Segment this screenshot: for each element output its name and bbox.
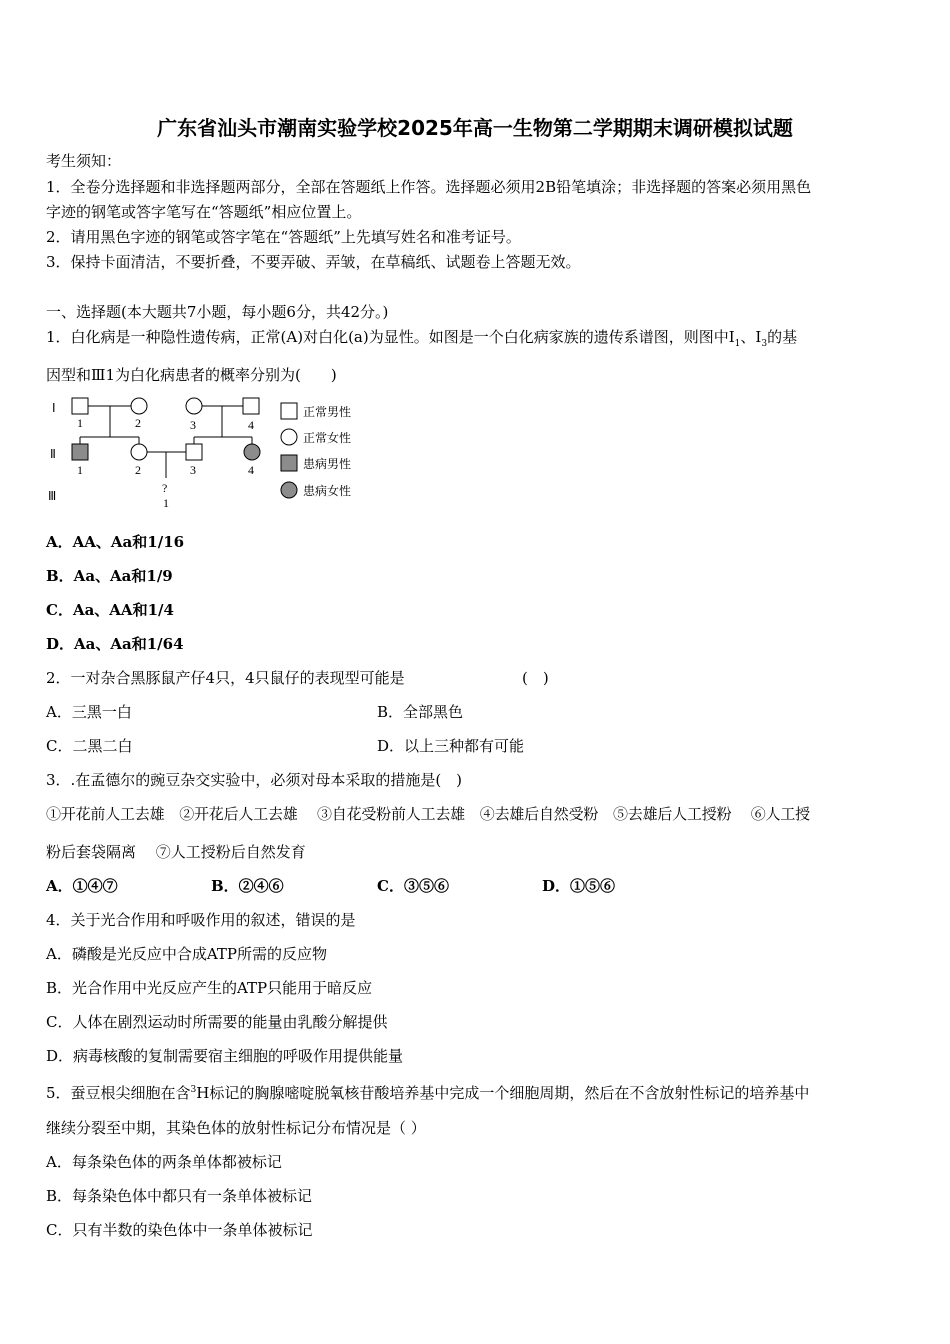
notice-item-1: 1．全卷分选择题和非选择题两部分，全部在答题纸上作答。选择题必须用2B铅笔填涂；非选择题的答案必须用黑色 — [46, 178, 812, 196]
I-2-normal-female — [131, 398, 147, 414]
q2-option-c: C．二黑二白 — [46, 737, 133, 755]
q1-option-b: B．Aa、Aa和1/9 — [46, 567, 173, 585]
q1-stem-a: 1．白化病是一种隐性遗传病，正常(A)对白化(a)为显性。如图是一个白化病家族的遗传系谱图，则图中Ⅰ — [46, 328, 735, 346]
q1-sub-3: 3 — [761, 339, 768, 349]
II-1-number: 1 — [77, 463, 83, 477]
q5-stem-a: 5．蚕豆根尖细胞在含 — [46, 1084, 191, 1102]
I-4-number: 4 — [248, 418, 254, 432]
legend-normal-male: 正常男性 — [303, 405, 352, 419]
II-4-affected-female — [244, 444, 260, 460]
legend-affected-male: 患病男性 — [303, 457, 352, 471]
II-4-number: 4 — [248, 463, 254, 477]
notice-item-2: 2．请用黑色字迹的钢笔或答字笔在“答题纸”上先填写姓名和准考证号。 — [46, 228, 521, 246]
gen-label-1: Ⅰ — [52, 401, 56, 415]
II-3-number: 3 — [190, 463, 196, 477]
page-title: 广东省汕头市潮南实验学校2025年高一生物第二学期期末调研模拟试题 — [157, 116, 793, 140]
I-4-normal-male — [243, 398, 259, 414]
I-2-number: 2 — [135, 416, 141, 430]
q3-option-c: C．③⑤⑥ — [377, 877, 449, 895]
q4-option-b: B．光合作用中光反应产生的ATP只能用于暗反应 — [46, 979, 373, 997]
III-1-number: 1 — [163, 496, 169, 510]
q3-option-a: A．①④⑦ — [46, 877, 118, 895]
q2-stem: 2．一对杂合黑豚鼠产仔4只，4只鼠仔的表现型可能是 — [46, 669, 405, 687]
notice-item-3: 3．保持卡面清洁，不要折叠，不要弄破、弄皱，在草稿纸、试题卷上答题无效。 — [46, 253, 581, 271]
legend-normal-male-icon — [281, 403, 297, 419]
q1-stem-mid: 、Ⅰ — [740, 328, 762, 346]
legend-normal-female: 正常女性 — [303, 431, 352, 445]
q4-option-c: C．人体在剧烈运动时所需要的能量由乳酸分解提供 — [46, 1013, 388, 1031]
II-1-affected-male — [72, 444, 88, 460]
q1-stem — [46, 327, 797, 354]
q1-option-d: D．Aa、Aa和1/64 — [46, 635, 184, 653]
q5-option-c: C．只有半数的染色体中一条单体被标记 — [46, 1221, 313, 1239]
notice-item-1-cont: 字迹的钢笔或答字笔写在“答题纸”相应位置上。 — [46, 203, 362, 221]
q5-option-b: B．每条染色体中都只有一条单体被标记 — [46, 1187, 313, 1205]
II-2-number: 2 — [135, 463, 141, 477]
I-1-normal-male — [72, 398, 88, 414]
q2-answer-paren: ( ) — [522, 669, 549, 687]
q1-stem-cont: 因型和Ⅲ1为白化病患者的概率分别为( ) — [46, 366, 337, 384]
gen-label-3: Ⅲ — [48, 489, 57, 503]
III-1-unknown: ? — [162, 481, 168, 495]
q5-stem-cont: 继续分裂至中期，其染色体的放射性标记分布情况是（ ） — [46, 1119, 426, 1137]
q3-option-d: D．①⑤⑥ — [542, 877, 616, 895]
I-1-number: 1 — [77, 416, 83, 430]
legend-affected-female-icon — [281, 482, 297, 498]
section-heading: 一、选择题(本大题共7小题，每小题6分，共42分。) — [46, 303, 389, 321]
q4-option-d: D．病毒核酸的复制需要宿主细胞的呼吸作用提供能量 — [46, 1047, 404, 1065]
q3-stem: 3．.在孟德尔的豌豆杂交实验中，必须对母本采取的措施是( ) — [46, 771, 463, 789]
legend-affected-female: 患病女性 — [303, 484, 352, 498]
legend-normal-female-icon — [281, 429, 297, 445]
q1-option-a: A．AA、Aa和1/16 — [46, 533, 185, 551]
q5-option-a: A．每条染色体的两条单体都被标记 — [46, 1153, 282, 1171]
q3-items-cont: 粉后套袋隔离 ⑦人工授粉后自然发育 — [46, 843, 306, 861]
q1-stem-b: 的基 — [767, 328, 798, 346]
pedigree-chart — [44, 390, 384, 520]
q5-sup-3: 3 — [190, 1085, 197, 1095]
q4-option-a: A．磷酸是光反应中合成ATP所需的反应物 — [46, 945, 327, 963]
q5-stem-b: H标记的胸腺嘧啶脱氧核苷酸培养基中完成一个细胞周期，然后在不含放射性标记的培养基中 — [196, 1084, 810, 1102]
II-3-normal-male — [186, 444, 202, 460]
q3-items: ①开花前人工去雄 ②开花后人工去雄 ③自花受粉前人工去雄 ④去雄后自然受粉 ⑤去雄后人工授粉 ⑥人工授 — [46, 805, 810, 823]
q1-sub-1: 1 — [734, 339, 741, 349]
q2-option-d: D．以上三种都有可能 — [377, 737, 525, 755]
q4-stem: 4．关于光合作用和呼吸作用的叙述，错误的是 — [46, 911, 356, 929]
q2-option-b: B．全部黑色 — [377, 703, 464, 721]
q3-option-b: B．②④⑥ — [211, 877, 284, 895]
q5-stem — [46, 1080, 809, 1103]
legend-affected-male-icon — [281, 455, 297, 471]
II-2-normal-female — [131, 444, 147, 460]
q2-option-a: A．三黑一白 — [46, 703, 132, 721]
notice-heading: 考生须知： — [46, 152, 122, 170]
gen-label-2: Ⅱ — [50, 447, 56, 461]
I-3-number: 3 — [190, 418, 196, 432]
I-3-normal-female — [186, 398, 202, 414]
q1-option-c: C．Aa、AA和1/4 — [46, 601, 174, 619]
